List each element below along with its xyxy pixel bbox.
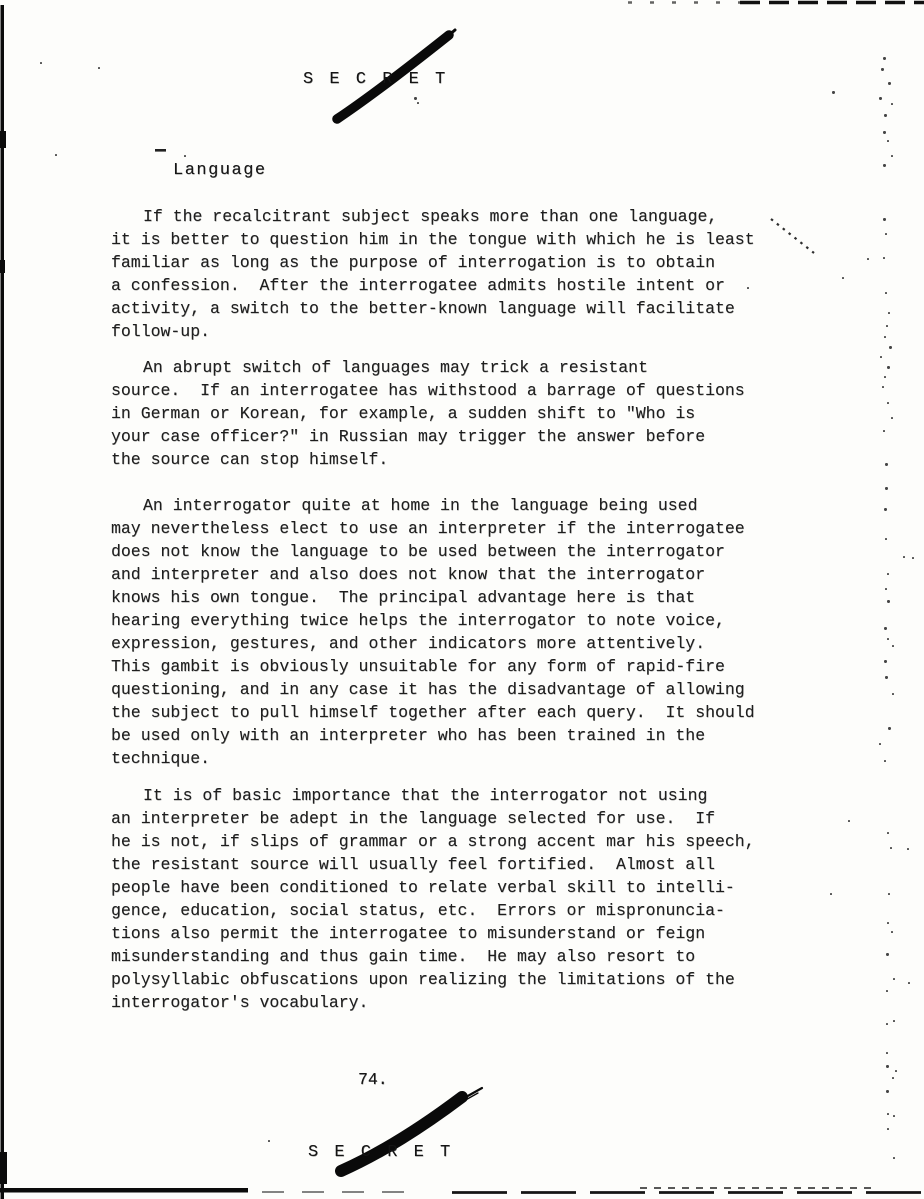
noise-speck (884, 508, 887, 511)
noise-speck (887, 1128, 889, 1130)
noise-speck (888, 312, 890, 314)
noise-speck (885, 588, 887, 590)
text-line: If the recalcitrant subject speaks more than one language, (143, 207, 718, 226)
page-number: 74. (358, 1070, 388, 1089)
noise-speck (842, 277, 844, 279)
noise-speck (883, 430, 885, 432)
noise-speck (886, 1090, 889, 1093)
text-line: people have been conditioned to relate verbal skill to intelli- (111, 878, 735, 897)
noise-speck (888, 82, 891, 85)
text-line: follow-up. (111, 322, 211, 341)
noise-speck (891, 155, 893, 157)
text-line: It is of basic importance that the interrogator not using (143, 786, 708, 805)
noise-speck (879, 97, 882, 100)
classification-stamp-top: S E C R E T (303, 70, 449, 89)
noise-speck (889, 346, 892, 349)
noise-speck (885, 292, 887, 294)
noise-speck (879, 743, 881, 745)
text-line: may nevertheless elect to use an interpreter if the interrogatee (111, 519, 745, 538)
noise-speck (832, 91, 835, 94)
noise-speck (184, 155, 186, 157)
noise-speck (417, 102, 419, 104)
text-line: your case officer?" in Russian may trigger the answer before (111, 427, 706, 446)
paragraph (111, 205, 755, 343)
noise-speck (892, 693, 894, 695)
noise-speck (890, 847, 892, 849)
text-line: An abrupt switch of languages may trick a resistant (143, 358, 648, 377)
noise-speck (893, 1020, 895, 1022)
noise-speck (830, 893, 832, 895)
noise-speck (886, 1023, 888, 1025)
noise-speck (884, 660, 887, 663)
noise-speck (886, 1065, 889, 1068)
noise-speck (881, 68, 884, 71)
noise-speck (887, 922, 889, 924)
noise-speck (907, 848, 909, 850)
noise-speck (895, 1070, 897, 1072)
noise-speck (886, 990, 888, 992)
noise-speck (891, 931, 893, 933)
noise-speck (887, 832, 889, 834)
paragraph (111, 784, 755, 1014)
noise-speck (893, 978, 895, 980)
noise-speck (414, 97, 417, 100)
text-line: source. If an interrogatee has withstood a barrage of questions (111, 381, 745, 400)
noise-speck (747, 287, 749, 289)
noise-speck (884, 376, 886, 378)
text-line: hearing everything twice helps the interrogator to note voice, (111, 611, 725, 630)
text-line: the source can stop himself. (111, 450, 389, 469)
text-line: the subject to pull himself together after each query. It should (111, 703, 755, 722)
text-line: This gambit is obviously unsuitable for any form of rapid-fire (111, 657, 725, 676)
noise-speck (882, 386, 884, 388)
paragraph (111, 356, 745, 471)
noise-speck (886, 1052, 888, 1054)
noise-speck (888, 727, 891, 730)
text-line: gence, education, social status, etc. Errors or mispronuncia- (111, 901, 725, 920)
noise-speck (886, 953, 889, 956)
text-line: the resistant source will usually feel fortified. Almost all (111, 855, 715, 874)
noise-speck (884, 114, 887, 117)
text-line: polysyllabic obfuscations upon realizing the limitations of the (111, 970, 735, 989)
noise-speck (891, 417, 893, 419)
noise-speck (885, 676, 888, 679)
text-line: it is better to question him in the tongue with which he is least (111, 230, 755, 249)
text-line: does not know the language to be used between the interrogator (111, 542, 725, 561)
noise-speck (887, 600, 890, 603)
noise-speck (883, 164, 886, 167)
noise-speck (40, 62, 42, 64)
paragraph (111, 494, 755, 770)
noise-speck (885, 463, 888, 466)
noise-speck (908, 982, 910, 984)
noise-speck (892, 1077, 894, 1079)
text-line: a confession. After the interrogatee admits hostile intent or (111, 276, 725, 295)
noise-speck (891, 103, 893, 105)
noise-speck (883, 131, 886, 134)
text-line: questioning, and in any case it has the disadvantage of allowing (111, 680, 745, 699)
noise-speck (885, 538, 887, 540)
noise-speck (887, 140, 889, 142)
noise-speck (98, 67, 100, 69)
section-heading: Language (173, 161, 267, 180)
noise-speck (887, 366, 890, 369)
scan-edge-left-line (0, 5, 7, 1199)
noise-speck (887, 402, 889, 404)
noise-speck (887, 1113, 889, 1115)
noise-speck (887, 638, 889, 640)
noise-speck (885, 233, 887, 235)
noise-speck (883, 57, 886, 60)
noise-speck (888, 893, 890, 895)
noise-speck (884, 760, 886, 762)
noise-speck (848, 820, 850, 822)
noise-speck (892, 645, 894, 647)
text-line: and interpreter and also does not know that the interrogator (111, 565, 706, 584)
noise-speck (867, 258, 869, 260)
noise-speck (887, 573, 889, 575)
dotted-slash-mark (771, 219, 814, 253)
text-line: activity, a switch to the better-known language will facilitate (111, 299, 735, 318)
noise-speck (893, 1157, 895, 1159)
noise-speck (55, 154, 57, 156)
text-line: an interpreter be adept in the language selected for use. If (111, 809, 715, 828)
noise-speck (884, 627, 887, 630)
noise-speck (912, 557, 914, 559)
text-line: in German or Korean, for example, a sudden shift to "Who is (111, 404, 696, 423)
noise-speck (884, 336, 886, 338)
noise-speck (903, 556, 905, 558)
noise-speck (268, 1140, 270, 1142)
text-line: interrogator's vocabulary. (111, 993, 369, 1012)
noise-speck (883, 257, 885, 259)
classification-stamp-bottom: S E C R E T (308, 1143, 454, 1162)
text-line: knows his own tongue. The principal advantage here is that (111, 588, 696, 607)
text-line: An interrogator quite at home in the language being used (143, 496, 698, 515)
noise-speck (893, 1115, 895, 1117)
noise-speck (883, 218, 886, 221)
noise-speck (885, 487, 888, 490)
text-line: be used only with an interpreter who has been trained in the (111, 726, 706, 745)
noise-speck (886, 325, 888, 327)
text-line: expression, gestures, and other indicators more attentively. (111, 634, 706, 653)
scan-edge-bottom-line (0, 1188, 924, 1193)
text-line: misunderstanding and thus gain time. He may also resort to (111, 947, 696, 966)
noise-speck (880, 356, 882, 358)
stray-dash-mark (155, 149, 166, 152)
text-line: tions also permit the interrogatee to misunderstand or feign (111, 924, 706, 943)
text-line: technique. (111, 749, 211, 768)
text-line: he is not, if slips of grammar or a strong accent mar his speech, (111, 832, 755, 851)
text-line: familiar as long as the purpose of interrogation is to obtain (111, 253, 715, 272)
